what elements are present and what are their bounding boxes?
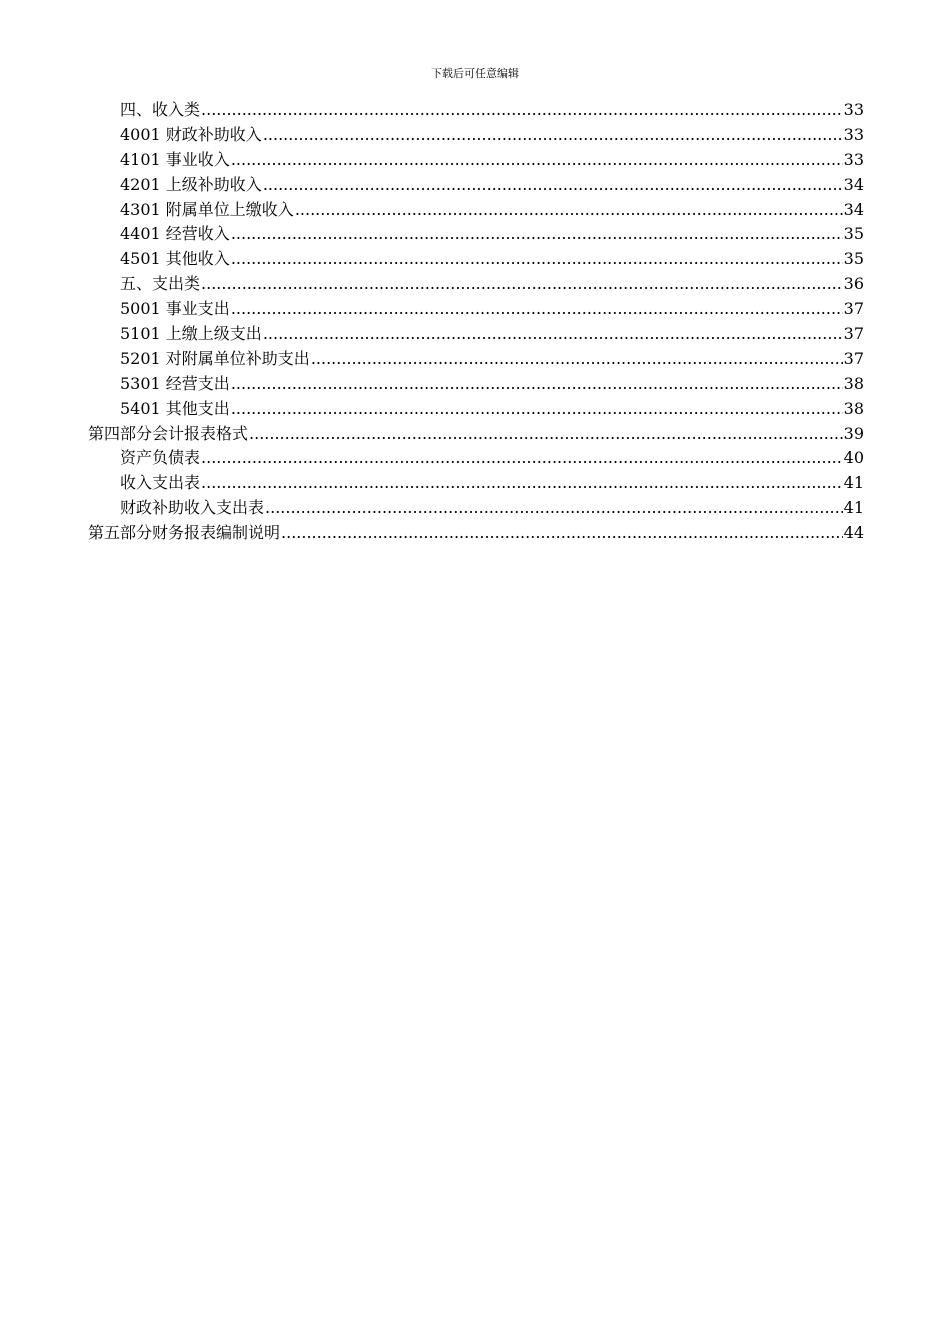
toc-entry[interactable]	[88, 297, 864, 322]
toc-entry[interactable]	[88, 272, 864, 297]
toc-dot-leader	[231, 397, 843, 422]
toc-entry-title: 4001 财政补助收入	[120, 124, 262, 144]
toc-entry-title: 4301 附属单位上缴收入	[120, 199, 294, 219]
toc-dot-leader	[263, 123, 843, 148]
toc-entry-title: 5101 上缴上级支出	[120, 324, 262, 344]
toc-dot-leader	[201, 446, 843, 471]
toc-dot-leader	[295, 198, 843, 223]
toc-entry-title: 五、支出类	[120, 274, 201, 294]
toc-dot-leader	[201, 272, 843, 297]
toc-entry-title: 4401 经营收入	[120, 224, 230, 244]
toc-dot-leader	[231, 148, 843, 173]
toc-dot-leader	[249, 422, 843, 447]
table-of-contents	[88, 98, 864, 546]
toc-entry-page: 40	[843, 448, 864, 468]
toc-entry-title: 财政补助收入支出表	[120, 498, 265, 518]
toc-entry[interactable]	[88, 496, 864, 521]
toc-entry[interactable]	[88, 347, 864, 372]
toc-entry-title: 5301 经营支出	[120, 373, 230, 393]
toc-entry-page: 39	[843, 423, 864, 443]
toc-dot-leader	[231, 247, 843, 272]
toc-entry-page: 37	[843, 299, 864, 319]
toc-entry[interactable]	[88, 521, 864, 546]
toc-entry-title: 5201 对附属单位补助支出	[120, 348, 310, 368]
toc-entry[interactable]	[88, 173, 864, 198]
toc-entry[interactable]	[88, 123, 864, 148]
toc-entry[interactable]	[88, 322, 864, 347]
toc-dot-leader	[265, 496, 843, 521]
toc-entry[interactable]	[88, 372, 864, 397]
toc-entry-page: 37	[843, 324, 864, 344]
toc-entry-page: 34	[843, 174, 864, 194]
toc-entry[interactable]	[88, 198, 864, 223]
toc-entry-page: 34	[843, 199, 864, 219]
toc-entry-page: 35	[843, 249, 864, 269]
toc-entry-title: 4201 上级补助收入	[120, 174, 262, 194]
toc-entry[interactable]	[88, 471, 864, 496]
toc-dot-leader	[231, 297, 843, 322]
toc-dot-leader	[311, 347, 843, 372]
toc-entry-page: 44	[843, 523, 864, 543]
toc-entry-page: 36	[843, 274, 864, 294]
toc-dot-leader	[281, 521, 843, 546]
toc-dot-leader	[231, 222, 843, 247]
toc-entry-page: 41	[843, 498, 864, 518]
toc-entry-title: 第四部分会计报表格式	[88, 423, 249, 443]
toc-dot-leader	[231, 372, 843, 397]
toc-entry[interactable]	[88, 222, 864, 247]
toc-entry-title: 收入支出表	[120, 473, 201, 493]
toc-entry[interactable]	[88, 446, 864, 471]
toc-entry-page: 37	[843, 348, 864, 368]
toc-entry-page: 38	[843, 398, 864, 418]
toc-entry-title: 第五部分财务报表编制说明	[88, 523, 281, 543]
page-header: 下载后可任意编辑	[431, 67, 519, 80]
toc-entry[interactable]	[88, 247, 864, 272]
toc-entry-page: 35	[843, 224, 864, 244]
toc-entry-page: 33	[843, 124, 864, 144]
toc-entry-title: 资产负债表	[120, 448, 201, 468]
toc-dot-leader	[201, 98, 843, 123]
toc-entry[interactable]	[88, 148, 864, 173]
toc-entry-title: 5401 其他支出	[120, 398, 230, 418]
toc-dot-leader	[263, 173, 843, 198]
toc-entry-title: 4501 其他收入	[120, 249, 230, 269]
toc-entry-page: 41	[843, 473, 864, 493]
toc-entry[interactable]	[88, 397, 864, 422]
toc-entry[interactable]	[88, 422, 864, 447]
toc-dot-leader	[201, 471, 843, 496]
toc-entry-title: 四、收入类	[120, 100, 201, 119]
toc-dot-leader	[263, 322, 843, 347]
toc-entry-title: 5001 事业支出	[120, 299, 230, 319]
toc-entry-page: 33	[843, 100, 864, 119]
toc-entry[interactable]	[88, 98, 864, 123]
toc-entry-title: 4101 事业收入	[120, 149, 230, 169]
toc-entry-page: 38	[843, 373, 864, 393]
toc-entry-page: 33	[843, 149, 864, 169]
